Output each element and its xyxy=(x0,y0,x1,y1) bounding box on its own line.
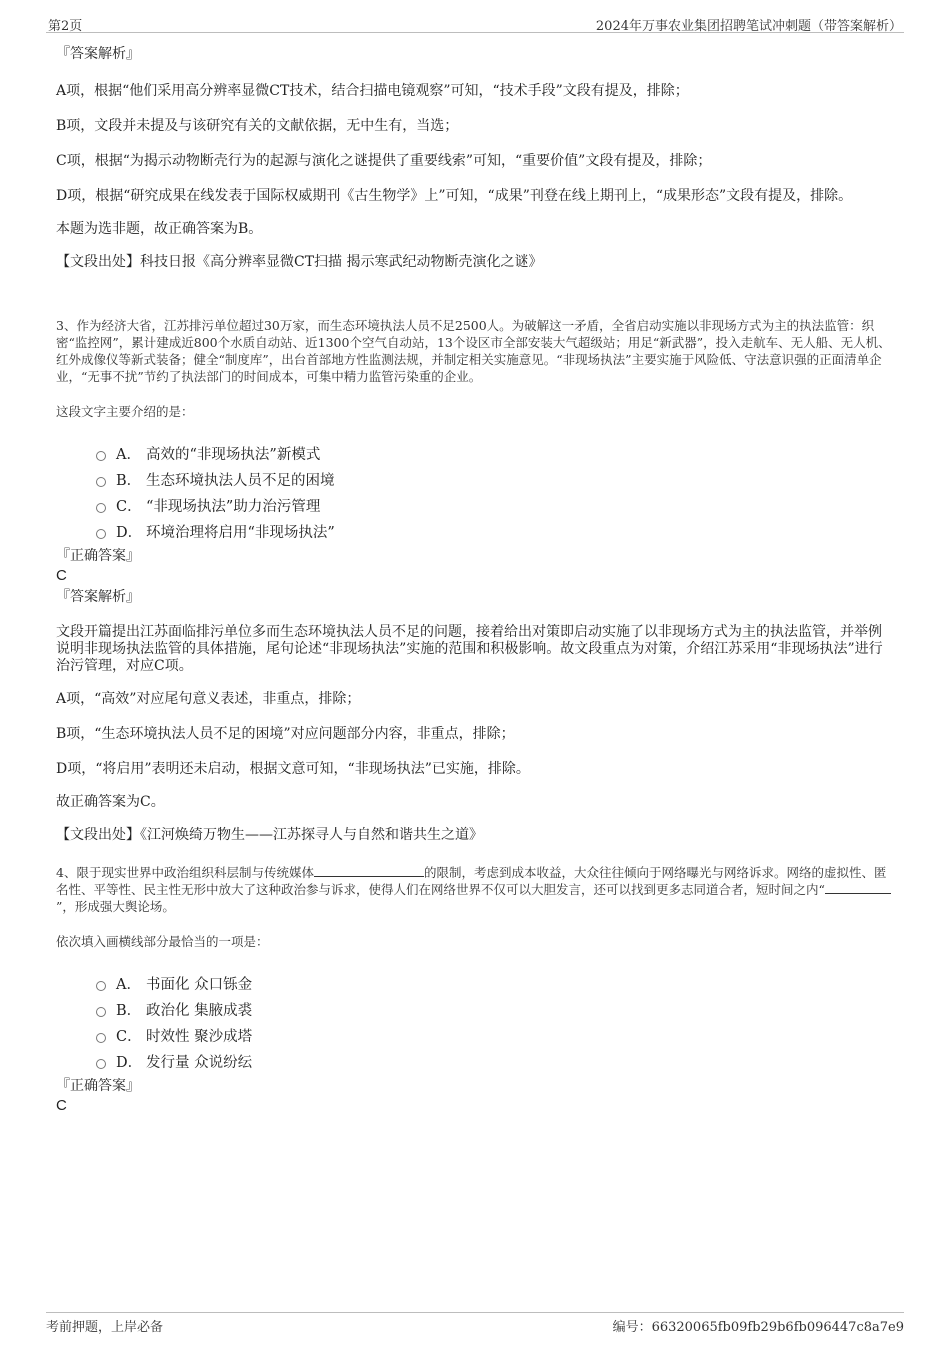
option-text: 高效的“非现场执法”新模式 xyxy=(146,446,321,463)
q4-option-a[interactable] xyxy=(96,970,892,996)
page-content xyxy=(56,44,892,1115)
prev-analysis-label: 『答案解析』 xyxy=(56,46,140,62)
prev-source: 【文段出处】科技日报《高分辨率显微CT扫描 揭示寒武纪动物断壳演化之谜》 xyxy=(56,254,543,270)
q3-analysis-label: 『答案解析』 xyxy=(56,589,140,605)
q3-options xyxy=(96,440,892,544)
q4-answer: C xyxy=(56,1097,67,1114)
radio-icon[interactable] xyxy=(96,1033,106,1043)
q4-stem-part1: 4、限于现实世界中政治组织科层制与传统媒体 xyxy=(56,865,314,880)
document-title: 2024年万事农业集团招聘笔试冲刺题（带答案解析） xyxy=(595,19,902,34)
q4-options xyxy=(96,970,892,1074)
page-footer xyxy=(46,1312,904,1333)
option-text: “非现场执法”助力治污管理 xyxy=(146,498,321,515)
q4-option-b[interactable] xyxy=(96,996,892,1022)
q4-stem xyxy=(56,864,896,915)
q3-stem: 3、作为经济大省，江苏排污单位超过30万家，而生态环境执法人员不足2500人。为破解这一矛盾，全省启动实施以非现场方式为主的执法监管：织密“监控网”，累计建成近800个水质自动站、近1300个空气自动站，13个设区市全部安装大气超级站；用足“新武器”，投入走航车、无人船、无人机、红外成像仪等新式装备；健全“制度库”，出台首部地方性监测法规，并制定相关实施意见。“非现场执法”主要实施于风险低、守法意识强的正面清单企业，“无事不扰”节约了执法部门的时间成本，可集中精力监管污染重的企业。 xyxy=(56,318,891,384)
radio-icon[interactable] xyxy=(96,529,106,539)
q3-analysis-d: D项，“将启用”表明还未启动，根据文意可知，“非现场执法”已实施，排除。 xyxy=(56,761,530,777)
q3-analysis-a: A项，“高效”对应尾句意义表述，非重点，排除； xyxy=(56,691,361,707)
option-text: 时效性 聚沙成塔 xyxy=(146,1028,253,1045)
page-header xyxy=(46,14,904,33)
page-number: 第2页 xyxy=(48,19,83,34)
q3-prompt: 这段文字主要介绍的是： xyxy=(56,404,194,419)
document-code: 编号：66320065fb09fb29b6fb096447c8a7e9 xyxy=(612,1320,904,1335)
q3-answer: C xyxy=(56,567,67,584)
prev-analysis-b: B项，文段并未提及与该研究有关的文献依据，无中生有，当选； xyxy=(56,118,459,134)
option-letter: D． xyxy=(116,1054,143,1071)
radio-icon[interactable] xyxy=(96,1007,106,1017)
q3-option-d[interactable] xyxy=(96,518,892,544)
q4-prompt: 依次填入画横线部分最恰当的一项是： xyxy=(56,934,269,949)
q3-analysis-b: B项，“生态环境执法人员不足的困境”对应问题部分内容，非重点，排除； xyxy=(56,726,515,742)
option-letter: C． xyxy=(116,498,142,515)
option-text: 发行量 众说纷纭 xyxy=(146,1054,253,1071)
q3-option-c[interactable] xyxy=(96,492,892,518)
q4-answer-label: 『正确答案』 xyxy=(56,1078,140,1094)
option-letter: D． xyxy=(116,524,143,541)
option-letter: B． xyxy=(116,1002,142,1019)
q3-option-a[interactable] xyxy=(96,440,892,466)
option-letter: B． xyxy=(116,472,142,489)
q3-analysis-main: 文段开篇提出江苏面临排污单位多而生态环境执法人员不足的问题，接着给出对策即启动实施了以非现场方式为主的执法监管，并举例说明非现场执法监管的具体措施，尾句论述“非现场执法”实施的范围和积极影响。故文段重点为对策，介绍江苏采用“非现场执法”进行治污管理，对应C项。 xyxy=(56,624,883,674)
option-text: 生态环境执法人员不足的困境 xyxy=(146,472,335,489)
q4-blank-1 xyxy=(314,864,424,877)
prev-analysis-c: C项，根据“为揭示动物断壳行为的起源与演化之谜提供了重要线索”可知，“重要价值”文段有提及，排除； xyxy=(56,153,712,169)
radio-icon[interactable] xyxy=(96,981,106,991)
q4-stem-part3: ”，形成强大舆论场。 xyxy=(56,899,175,914)
q3-source: 【文段出处】《江河焕绮万物生——江苏探寻人与自然和谐共生之道》 xyxy=(56,827,483,843)
prev-analysis-a: A项，根据“他们采用高分辨率显微CT技术，结合扫描电镜观察”可知，“技术手段”文段有提及，排除； xyxy=(56,83,689,99)
q4-option-c[interactable] xyxy=(96,1022,892,1048)
option-letter: C． xyxy=(116,1028,142,1045)
option-text: 环境治理将启用“非现场执法” xyxy=(146,524,335,541)
radio-icon[interactable] xyxy=(96,451,106,461)
q4-option-d[interactable] xyxy=(96,1048,892,1074)
prev-conclusion: 本题为选非题，故正确答案为B。 xyxy=(56,221,263,237)
footer-slogan: 考前押题，上岸必备 xyxy=(46,1320,164,1335)
prev-analysis-d: D项，根据“研究成果在线发表于国际权威期刊《古生物学》上”可知，“成果”刊登在线上期刊上，“成果形态”文段有提及，排除。 xyxy=(56,188,853,204)
radio-icon[interactable] xyxy=(96,477,106,487)
q3-option-b[interactable] xyxy=(96,466,892,492)
option-letter: A． xyxy=(116,976,141,993)
q3-answer-label: 『正确答案』 xyxy=(56,548,140,564)
option-letter: A． xyxy=(116,446,141,463)
radio-icon[interactable] xyxy=(96,1059,106,1069)
q4-blank-2 xyxy=(825,881,891,894)
option-text: 政治化 集腋成裘 xyxy=(146,1002,253,1019)
q4-stem-part2: 的限制，考虑到成本收益，大众往往倾向于网络曝光与网络诉求。网络的虚拟性、匿名性、平等性、民主性无形中放大了这种政治参与诉求，使得人们在网络世界不仅可以大胆发言，还可以找到更多志同道合者，短时间之内“ xyxy=(56,865,887,897)
q3-conclusion: 故正确答案为C。 xyxy=(56,794,165,810)
radio-icon[interactable] xyxy=(96,503,106,513)
option-text: 书面化 众口铄金 xyxy=(146,976,253,993)
